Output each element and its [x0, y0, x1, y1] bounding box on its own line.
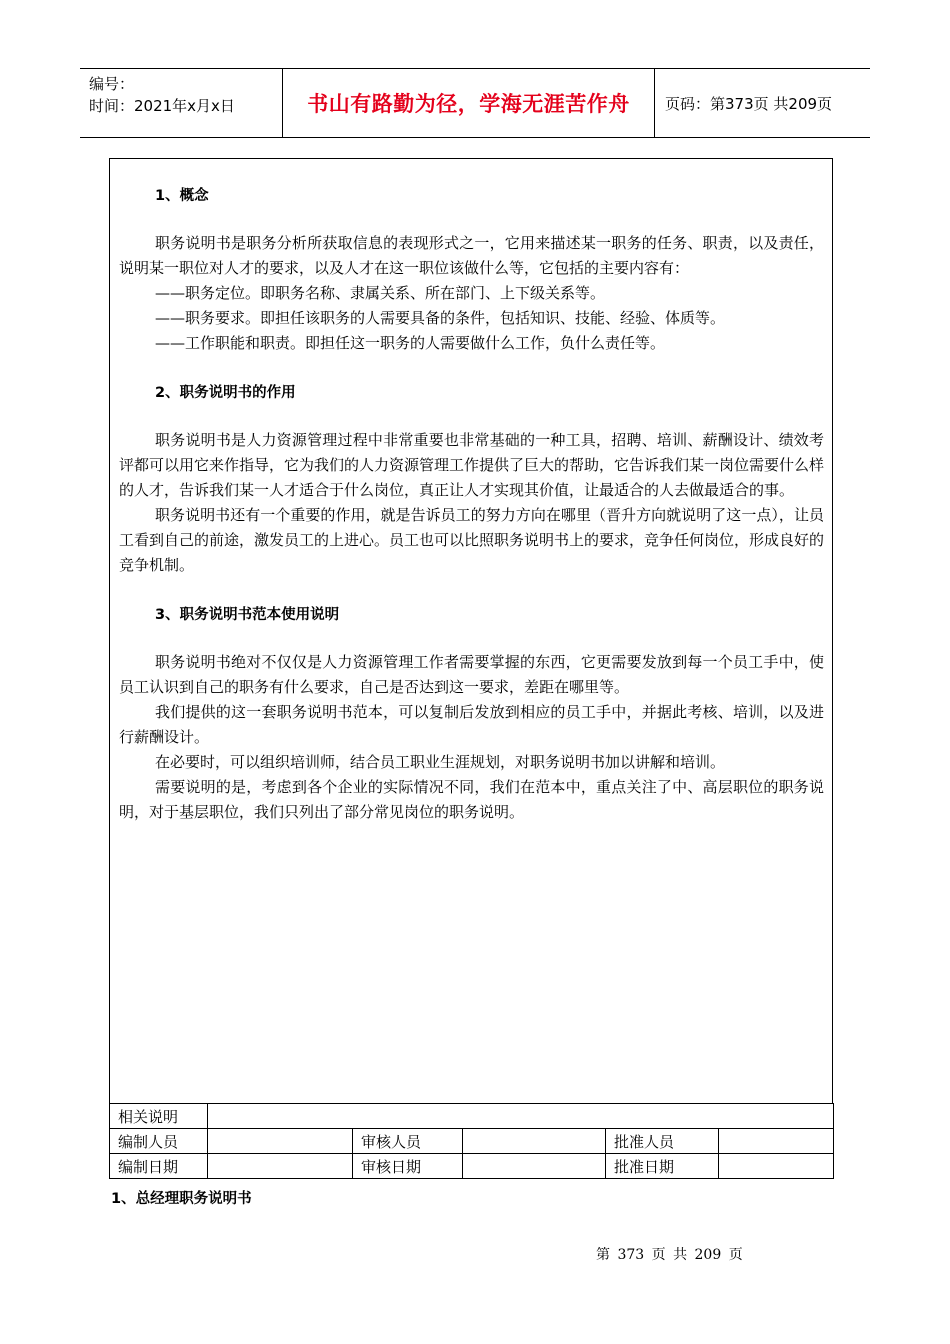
approve-date-label: 批准日期	[606, 1154, 719, 1179]
section-title: 3、职务说明书范本使用说明	[155, 607, 340, 623]
related-label: 相关说明	[110, 1104, 208, 1129]
header-meta	[80, 69, 283, 137]
paragraph: 需要说明的是，考虑到各个企业的实际情况不同，我们在范本中，重点关注了中、高层职位的职务说明，对于基层职位，我们只列出了部分常见岗位的职务说明。	[119, 778, 824, 821]
approver-label: 批准人员	[606, 1129, 719, 1154]
section-title: 1、概念	[155, 188, 209, 204]
review-date-label: 审核日期	[353, 1154, 463, 1179]
dash-item: ——工作职能和职责。即担任这一职务的人需要做什么工作，负什么责任等。	[155, 334, 666, 352]
dash-item: ——职务要求。即担任该职务的人需要具备的条件，包括知识、技能、经验、体质等。	[155, 309, 726, 327]
page-footer: 第 373 页 共 209 页	[596, 1247, 743, 1263]
approve-date-value	[719, 1154, 834, 1179]
table-row	[110, 1104, 834, 1129]
paragraph: 职务说明书绝对不仅仅是人力资源管理工作者需要掌握的东西，它更需要发放到每一个员工手中，使员工认识到自己的职务有什么要求，自己是否达到这一要求，差距在哪里等。	[119, 653, 824, 696]
review-date-value	[463, 1154, 606, 1179]
reviewer-label: 审核人员	[353, 1129, 463, 1154]
next-section-title: 1、总经理职务说明书	[111, 1191, 252, 1207]
dash-item: ——职务定位。即职务名称、隶属关系、所在部门、上下级关系等。	[155, 284, 606, 302]
header-page-info	[655, 69, 870, 137]
paragraph: 职务说明书是人力资源管理过程中非常重要也非常基础的一种工具，招聘、培训、薪酬设计、绩效考评都可以用它来作指导，它为我们的人力资源管理工作提供了巨大的帮助，它告诉我们某一岗位需要什么样的人才，告诉我们某一人才适合于什么岗位，真正让人才实现其价值，让最适合的人去做最适合的事。	[119, 431, 825, 499]
section-title: 2、职务说明书的作用	[155, 385, 296, 401]
motto-text: 书山有路勤为径，学海无涯苦作舟	[307, 92, 630, 116]
paragraph: 职务说明书还有一个重要的作用，就是告诉员工的努力方向在哪里（晋升方向就说明了这一点），让员工看到自己的前途，激发员工的上进心。员工也可以比照职务说明书上的要求，竞争任何岗位，形成良好的竞争机制。	[119, 506, 825, 574]
compiler-value	[208, 1129, 353, 1154]
paragraph: 在必要时，可以组织培训师，结合员工职业生涯规划，对职务说明书加以讲解和培训。	[155, 753, 726, 771]
signoff-table	[109, 1103, 834, 1179]
code-label: 编号：	[89, 75, 135, 93]
related-value	[208, 1104, 834, 1129]
compile-date-label: 编制日期	[110, 1154, 208, 1179]
paragraph: 我们提供的这一套职务说明书范本，可以复制后发放到相应的员工手中，并据此考核、培训，以及进行薪酬设计。	[119, 703, 824, 746]
reviewer-value	[463, 1129, 606, 1154]
content-frame	[109, 158, 833, 1103]
table-row	[110, 1154, 834, 1179]
header-motto-cell	[283, 69, 655, 137]
page-info-text: 页码：第373页 共209页	[665, 94, 833, 113]
table-row	[110, 1129, 834, 1154]
document-body	[119, 183, 824, 825]
page-header	[80, 68, 870, 138]
compile-date-value	[208, 1154, 353, 1179]
compiler-label: 编制人员	[110, 1129, 208, 1154]
paragraph: 职务说明书是职务分析所获取信息的表现形式之一，它用来描述某一职务的任务、职责，以及责任，说明某一职位对人才的要求，以及人才在这一职位该做什么等，它包括的主要内容有：	[119, 234, 824, 277]
time-label: 时间：2021年x月x日	[89, 97, 235, 115]
approver-value	[719, 1129, 834, 1154]
